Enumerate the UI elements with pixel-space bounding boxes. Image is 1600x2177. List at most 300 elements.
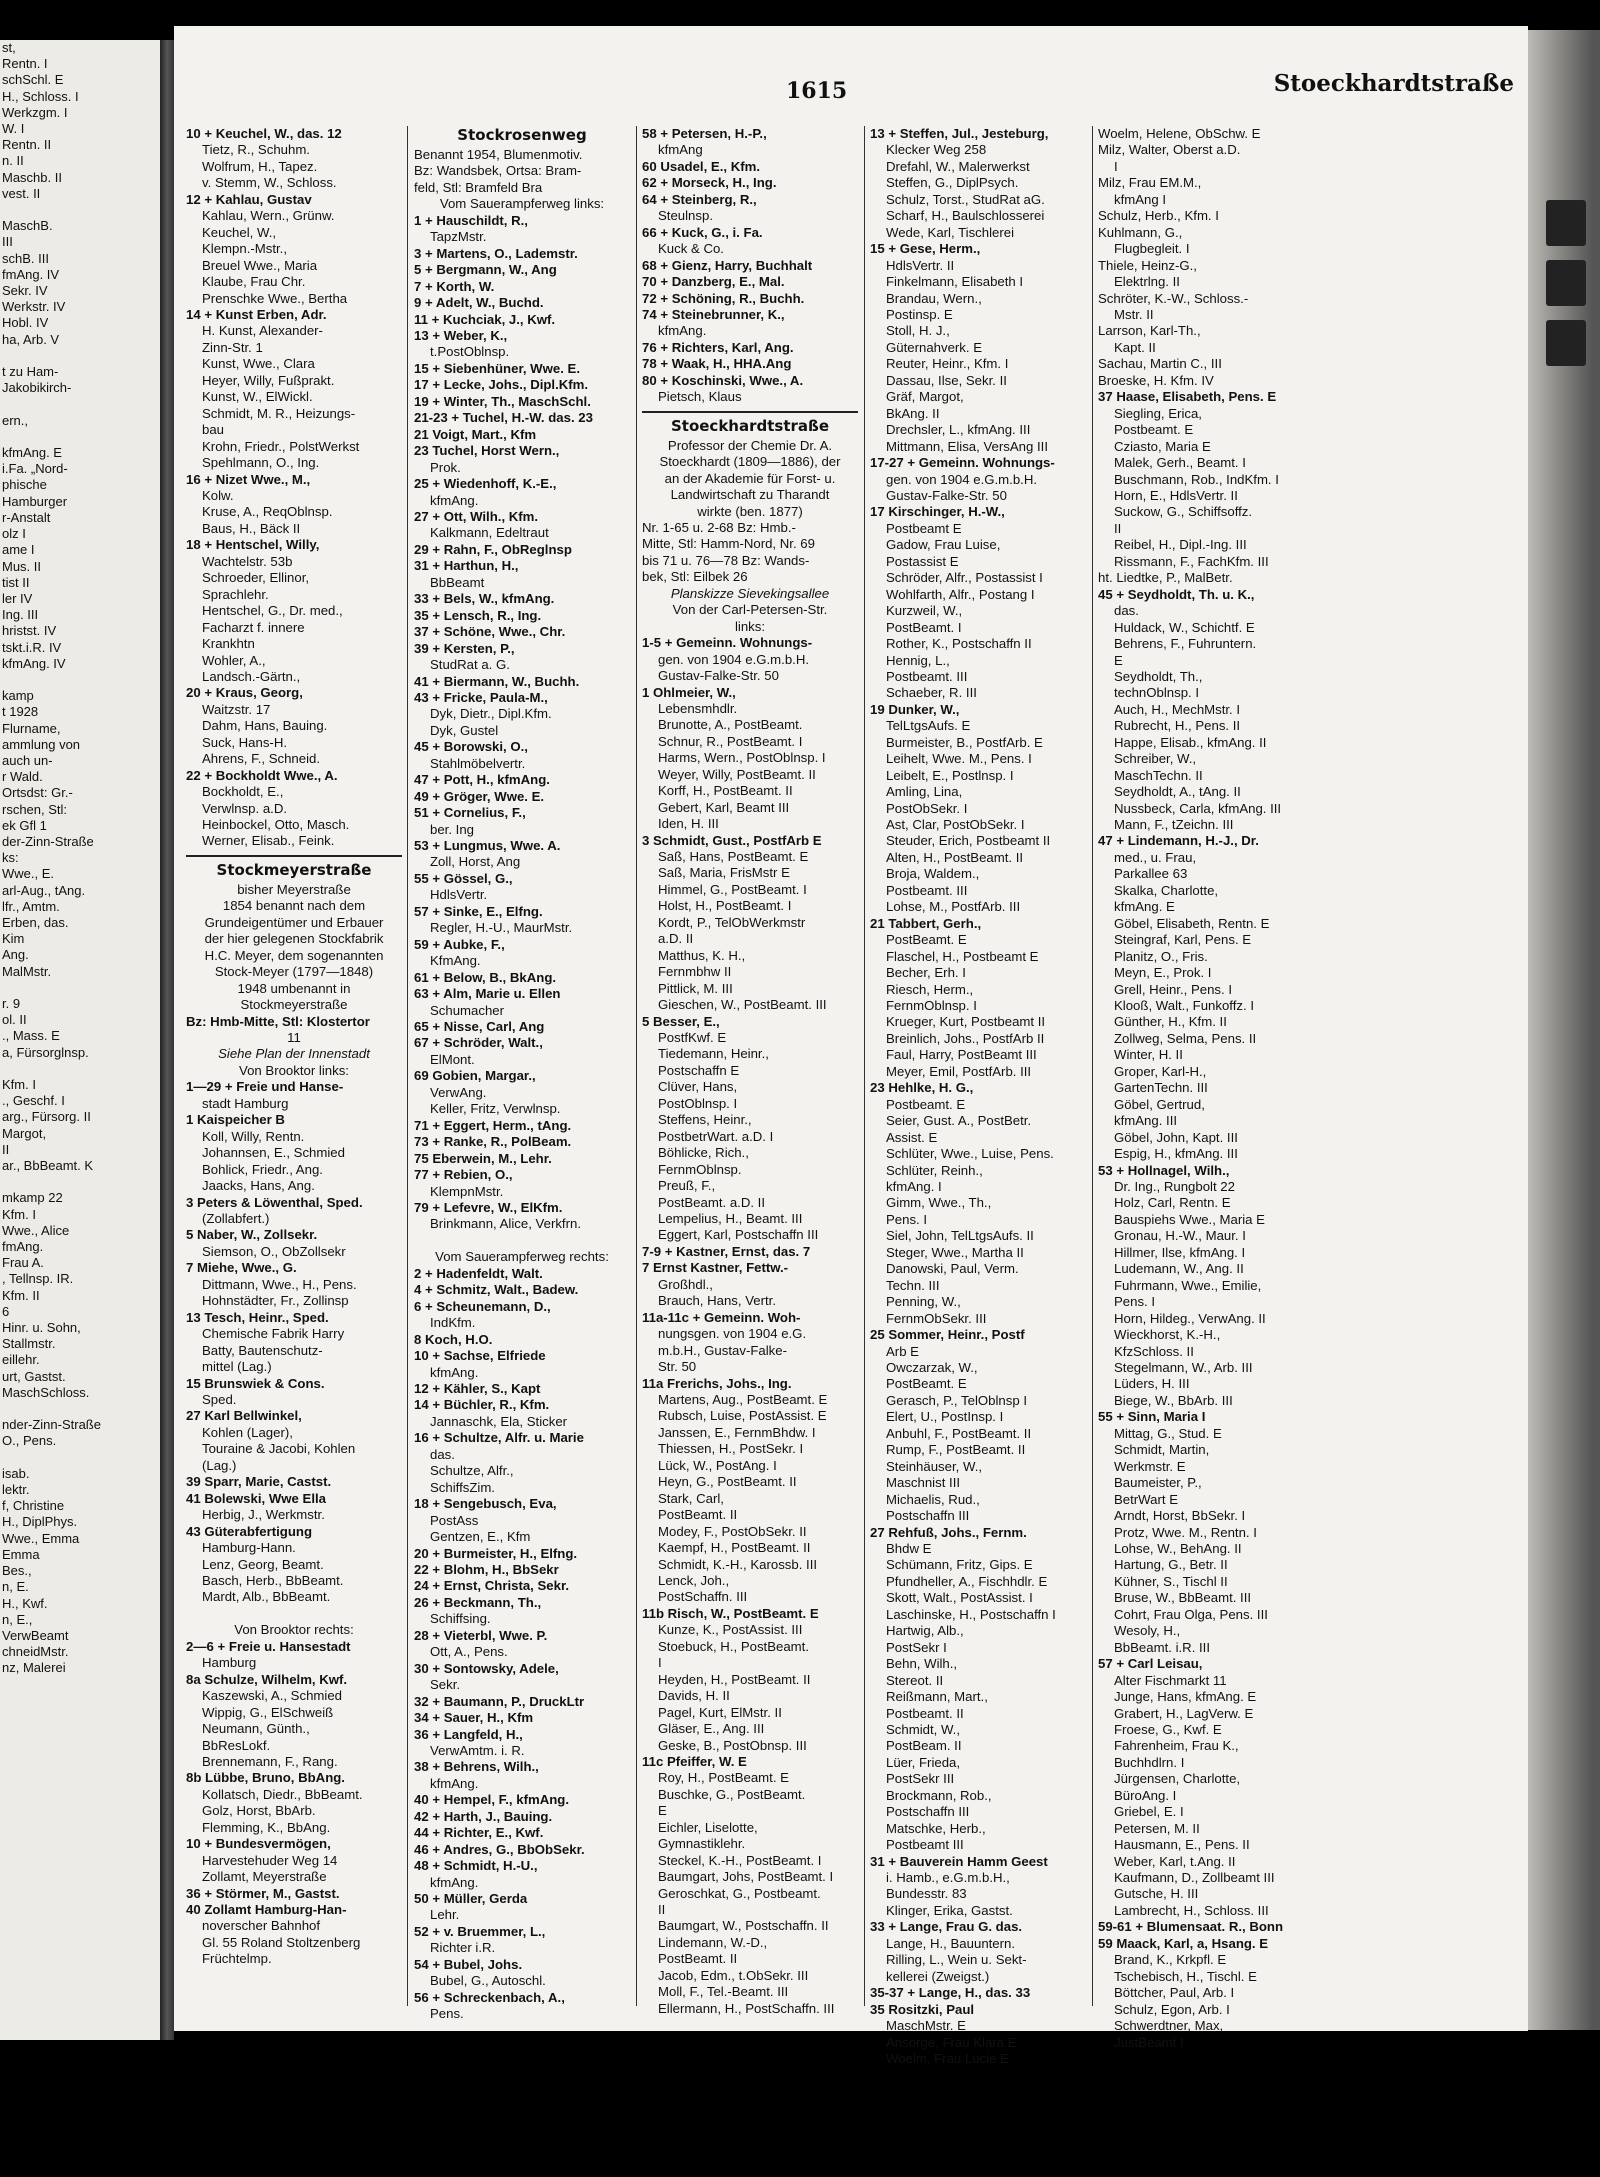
resident-line: Baus, H., Bäck II [202, 520, 301, 536]
house-entry: 36 + Langfeld, H., [414, 1726, 523, 1742]
resident-line: Verwlnsp. a.D. [202, 800, 288, 816]
house-entry: 1 Ohlmeier, W., [642, 684, 736, 700]
resident-line: Biege, W., BbArb. III [1114, 1392, 1233, 1408]
resident-line: Dassau, Ilse, Sekr. II [886, 372, 1007, 388]
resident-line: Richter i.R. [430, 1940, 496, 1956]
house-entry: 26 + Beckmann, Th., [414, 1594, 542, 1610]
resident-line: Von der Carl-Petersen-Str. [672, 602, 828, 618]
resident-line: Böhlicke, Rich., [658, 1145, 749, 1161]
prev-page-line: 6 [2, 1303, 10, 1319]
prev-page-line: Stallmstr. [2, 1336, 56, 1352]
resident-line: Malek, Gerh., Beamt. I [1114, 455, 1246, 471]
resident-line: Lempelius, H., Beamt. III [658, 1211, 803, 1226]
resident-line: Postbeamt. III [886, 668, 968, 684]
prev-page-line: olz I [2, 526, 26, 542]
resident-line: links: [734, 618, 766, 634]
house-entry: 10 + Bundesvermögen, [186, 1836, 331, 1852]
prev-page-line [0, 202, 160, 218]
resident-line: PostBeamt. II [658, 1507, 738, 1523]
house-entry: 33 + Bels, W., kfmAng. [414, 591, 555, 607]
resident-line: Postassist E [886, 553, 959, 569]
prev-page-line: Ortsdst: Gr.- [2, 785, 73, 801]
resident-line: Suck, Hans-H. [202, 734, 288, 750]
house-entry: 80 + Koschinski, Wwe., A. [642, 372, 804, 388]
resident-line: Wippig, G., ElSchweiß [202, 1704, 334, 1720]
house-entry: 43 Güterabfertigung [186, 1523, 313, 1539]
resident-line: Kaszewski, A., Schmied [202, 1688, 342, 1704]
house-entry: 15 Brunswiek & Cons. [186, 1375, 325, 1391]
resident-line: Flemming, K., BbAng. [202, 1819, 331, 1835]
prev-page-line: Ang. [2, 947, 29, 963]
resident-line: stadt Hamburg [202, 1095, 289, 1111]
resident-line: Buchhdlrn. I [1114, 1754, 1185, 1770]
house-entry: 3 Peters & Löwenthal, Sped. [186, 1194, 363, 1210]
resident-line: Sachau, Martin C., III [1098, 356, 1222, 372]
resident-line: Kuhlmann, G., [1098, 224, 1183, 240]
prev-page-line: MaschB. [2, 218, 53, 234]
resident-line: Lambrecht, H., Schloss. III [1114, 1902, 1269, 1918]
resident-line: Von Brooktor links: [239, 1062, 349, 1078]
resident-line: Schmidt, K.-H., Karossb. III [658, 1556, 818, 1572]
resident-line: Vom Sauerampferweg rechts: [435, 1249, 609, 1265]
resident-line: Brandau, Wern., [886, 290, 982, 306]
resident-line: PostOblnsp. I [658, 1095, 738, 1111]
resident-line: Skott, Walt., PostAssist. I [886, 1590, 1033, 1606]
prev-page-line: r. 9 [2, 995, 21, 1011]
resident-line: Schmidt, W., [886, 1721, 961, 1737]
house-entry: 27 + Ott, Wilh., Kfm. [414, 508, 539, 524]
prev-page-line: schB. III [2, 250, 49, 266]
prev-page-line [0, 429, 160, 445]
resident-line: Assist. E [886, 1129, 938, 1145]
resident-line: GartenTechn. III [1114, 1080, 1208, 1096]
resident-line: Günther, H., Kfm. II [1114, 1014, 1227, 1030]
prev-page-line: eillehr. [2, 1352, 40, 1368]
prev-page-line: Erben, das. [2, 914, 69, 930]
resident-line: PostBeamt. E [886, 1376, 967, 1392]
prev-page-line: Werkzgm. I [2, 104, 68, 120]
resident-line: PostSekr III [886, 1771, 955, 1787]
resident-line: Mitte, Stl: Hamm-Nord, Nr. 69 [642, 536, 815, 552]
house-entry: 47 + Pott, H., kfmAng. [414, 772, 550, 788]
resident-line: Skalka, Charlotte, [1114, 882, 1219, 898]
house-entry: 11b Risch, W., PostBeamt. E [642, 1605, 819, 1621]
resident-line: Danowski, Paul, Verm. [886, 1261, 1019, 1277]
house-entry: 14 + Kunst Erben, Adr. [186, 306, 327, 322]
prev-page-line: Frau A. [2, 1255, 44, 1271]
resident-line: Leibelt, E., Postlnsp. I [886, 767, 1014, 783]
resident-line: Geroschkat, G., Postbeamt. [658, 1885, 821, 1901]
resident-line: Steffens, Heinr., [658, 1112, 752, 1128]
resident-line: Schmidt, Martin, [1114, 1442, 1210, 1458]
resident-line: Hohnstädter, Fr., Zollinsp [202, 1293, 349, 1309]
house-entry: 52 + v. Bruemmer, L., [414, 1923, 546, 1939]
resident-line: Gentzen, E., Kfm [430, 1529, 531, 1545]
house-entry: 78 + Waak, H., HHA.Ang [642, 356, 792, 372]
resident-line: Maschnist III [886, 1475, 961, 1491]
resident-line: Arb E [886, 1343, 919, 1359]
prev-page-line: lfr., Amtm. [2, 898, 60, 914]
house-entry: 20 + Kraus, Georg, [186, 685, 303, 701]
resident-line: Zollweg, Selma, Pens. II [1114, 1030, 1257, 1046]
prev-page-line: Ing. III [2, 607, 39, 623]
resident-line: Drechsler, L., kfmAng. III [886, 422, 1031, 438]
house-entry: 35 Rositzki, Paul [870, 2001, 975, 2017]
prev-page-line: Margot, [2, 1125, 47, 1141]
resident-line: Brinkmann, Alice, Verkfrn. [430, 1216, 581, 1232]
resident-line: Jaacks, Hans, Ang. [202, 1178, 315, 1194]
prev-page-line: Kfm. I [2, 1077, 36, 1092]
resident-line: Griebel, E. I [1114, 1804, 1184, 1820]
resident-line: kfmAng. I [886, 1179, 942, 1194]
house-entry: 27 Rehfuß, Johs., Fernm. [870, 1524, 1027, 1540]
resident-line: Mstr. II [1114, 306, 1154, 322]
prev-page-line: ammlung von [2, 736, 81, 752]
resident-line: Clüver, Hans, [658, 1079, 738, 1095]
prev-page-line: arg., Fürsorg. II [2, 1109, 91, 1125]
resident-line: Tietz, R., Schuhm. [202, 142, 310, 158]
resident-line: Breinlich, Johs., PostfArb II [886, 1030, 1045, 1046]
thumb-index-mark [1546, 260, 1586, 306]
prev-page-line: ., Geschf. I [2, 1093, 65, 1109]
resident-line: Saß, Maria, FrisMstr E [658, 865, 790, 881]
resident-line: BbBeamt [430, 574, 485, 590]
resident-line: Gl. 55 Roland Stoltzenberg [202, 1934, 361, 1950]
resident-line: bis 71 u. 76—78 Bz: Wands- [642, 552, 810, 568]
house-entry: 74 + Steinebrunner, K., [642, 306, 785, 322]
resident-line: Eichler, Liselotte, [658, 1819, 758, 1835]
resident-line: der hier gelegenen Stockfabrik [204, 931, 384, 947]
resident-line: Scharf, H., Baulschlosserei [886, 208, 1045, 224]
resident-line: Werner, Elisab., Feink. [202, 833, 335, 849]
resident-line: Stoeckhardt (1809—1886), der [659, 454, 841, 470]
resident-line: Siehe Plan der Innenstadt [218, 1046, 370, 1062]
house-entry: 28 + Vieterbl, Wwe. P. [414, 1627, 548, 1643]
page-number: 1615 [786, 78, 848, 104]
resident-line: kfmAng. [430, 1775, 479, 1791]
house-entry: 29 + Rahn, F., ObReglnsp [414, 541, 572, 557]
resident-line: Touraine & Jacobi, Kohlen [202, 1441, 356, 1457]
resident-line: i. Hamb., e.G.m.b.H., [886, 1870, 1010, 1886]
resident-line: MaschTechn. II [1114, 767, 1203, 783]
resident-line: an der Akademie für Forst- u. [664, 470, 836, 486]
resident-line: Matthus, K. H., [658, 947, 746, 963]
resident-line: Siel, John, TelLtgsAufs. II [886, 1228, 1034, 1244]
house-entry: 35-37 + Lange, H., das. 33 [870, 1985, 1031, 2001]
running-head: Stoeckhardtstraße [1273, 70, 1514, 97]
resident-line: Baumeister, P., [1114, 1475, 1202, 1491]
resident-line: Rilling, L., Wein u. Sekt- [886, 1952, 1027, 1968]
resident-line: Hennig, L., [886, 652, 950, 668]
resident-line: PostBeam. II [886, 1738, 962, 1754]
house-entry: 71 + Eggert, Herm., tAng. [414, 1117, 572, 1133]
house-entry: 14 + Büchler, R., Kfm. [414, 1397, 550, 1413]
resident-line: KfzSchloss. II [1114, 1343, 1194, 1359]
resident-line: Regler, H.-U., MaurMstr. [430, 920, 573, 936]
resident-line: Bockholdt, E., [202, 784, 284, 800]
resident-line: Breuel Wwe., Maria [202, 257, 318, 273]
resident-line: Stahlmöbelvertr. [430, 755, 526, 771]
house-entry: 18 + Sengebusch, Eva, [414, 1496, 557, 1512]
resident-line: Modey, F., PostObSekr. II [658, 1523, 807, 1539]
resident-line: ht. Liedtke, P., MalBetr. [1098, 570, 1233, 586]
resident-line: Anbuhl, F., PostBeamt. II [886, 1425, 1032, 1441]
resident-line: Früchtelmp. [202, 1951, 272, 1967]
prev-page-line: Kfm. I [2, 1206, 36, 1222]
column-rule [864, 126, 865, 2006]
street-heading: Stockmeyerstraße [186, 855, 402, 879]
resident-line: Klooß, Walt., Funkoffz. I [1114, 998, 1254, 1014]
resident-line: Siemson, O., ObZollsekr [202, 1243, 346, 1259]
resident-line: Klempn.-Mstr., [202, 241, 288, 257]
prev-page-line: a, Fürsorglnsp. [2, 1044, 89, 1060]
resident-line: Ellermann, H., PostSchaffn. III [658, 2000, 835, 2016]
house-entry: 3 Schmidt, Gust., PostfArb E [642, 832, 822, 848]
resident-line: Ansorge, Frau Klara E [886, 2034, 1017, 2050]
prev-page-line [0, 348, 160, 364]
house-entry: 21-23 + Tuchel, H.-W. das. 23 [414, 410, 593, 426]
prev-page-line: ame I [2, 542, 35, 558]
prev-page-line: Hobl. IV [2, 315, 49, 331]
resident-line: Froese, G., Kwf. E [1114, 1721, 1222, 1737]
resident-line: Schwerdtner, Max, [1114, 2018, 1224, 2034]
resident-line: Grabert, H., LagVerw. E [1114, 1705, 1254, 1721]
column-rule [407, 126, 408, 2006]
resident-line: Schümann, Fritz, Gips. E [886, 1557, 1033, 1573]
house-entry: 15 + Siebenhüner, Wwe. E. [414, 360, 580, 376]
resident-line: kellerei (Zweigst.) [886, 1968, 990, 1984]
prev-page-line: r-Anstalt [2, 509, 51, 525]
house-entry: 13 Tesch, Heinr., Sped. [186, 1309, 329, 1325]
house-entry: 45 + Seydholdt, Th. u. K., [1098, 586, 1255, 602]
resident-line: KfmAng. [430, 953, 481, 969]
resident-line: BetrWart E [1114, 1491, 1178, 1507]
house-entry: 69 Gobien, Margar., [414, 1068, 536, 1084]
prev-page-line: kamp [2, 688, 34, 704]
resident-line: SchiffsZim. [430, 1479, 495, 1495]
resident-line: PostbetrWart. a.D. I [658, 1128, 774, 1144]
prev-page-line: Sekr. IV [2, 283, 48, 299]
resident-line: ber. Ing [430, 821, 474, 837]
resident-line: kfmAng. E [1114, 899, 1175, 915]
resident-line: Landwirtschaft zu Tharandt [670, 487, 830, 503]
resident-line: Wachtelstr. 53b [202, 553, 293, 569]
resident-line: Postschaffn III [886, 1508, 970, 1524]
resident-line: Stark, Carl, [658, 1490, 724, 1506]
resident-line: Junge, Hans, kfmAng. E [1114, 1689, 1257, 1705]
resident-line: (Lag.) [202, 1457, 237, 1473]
resident-line: Kuck & Co. [658, 241, 724, 257]
resident-line: Pfundheller, A., Fischhdlr. E [886, 1573, 1048, 1589]
house-entry: 44 + Richter, E., Kwf. [414, 1825, 544, 1841]
prev-page-line: lektr. [2, 1482, 30, 1498]
resident-line: Preuß, F., [658, 1178, 716, 1194]
resident-line: Rubsch, Luise, PostAssist. E [658, 1408, 827, 1424]
resident-line: Postschaffn E [658, 1062, 740, 1078]
house-entry: 5 Naber, W., Zollsekr. [186, 1227, 318, 1243]
resident-line: Ahrens, F., Schneid. [202, 751, 321, 767]
prev-page-line: H., DiplPhys. [2, 1514, 78, 1530]
resident-line: Brand, K., Krkpfl. E [1114, 1952, 1227, 1968]
resident-line: Postbeamt. E [1114, 422, 1194, 438]
resident-line: PostSekr I [886, 1639, 947, 1655]
prev-page-line: ern., [2, 412, 29, 428]
resident-line: Klecker Weg 258 [886, 142, 987, 158]
resident-line: Dittmann, Wwe., H., Pens. [202, 1276, 357, 1292]
resident-line: Happe, Elisab., kfmAng. II [1114, 734, 1267, 750]
resident-line: Bruse, W., BbBeamt. III [1114, 1590, 1252, 1606]
resident-line: Elert, U., PostInsp. I [886, 1409, 1004, 1425]
resident-line: Flugbegleit. I [1114, 241, 1190, 257]
prev-page-line: ol. II [2, 1012, 27, 1028]
house-entry: 23 Hehlke, H. G., [870, 1080, 974, 1096]
house-entry: 46 + Andres, G., BbObSekr. [414, 1841, 585, 1857]
resident-line: Eggert, Karl, Postschaffn III [658, 1227, 819, 1243]
house-entry: 35 + Lensch, R., Ing. [414, 607, 542, 623]
house-entry: 41 Bolewski, Wwe Ella [186, 1490, 326, 1506]
resident-line: Flaschel, H., Postbeamt E [886, 948, 1039, 964]
resident-line: H. Kunst, Alexander- [202, 323, 323, 339]
prev-page-line: H., Schloss. I [2, 88, 79, 104]
resident-line: Laschinske, H., Postschaffn I [886, 1606, 1056, 1622]
house-entry: 30 + Sontowsky, Adele, [414, 1660, 559, 1676]
resident-line: StudRat a. G. [430, 657, 510, 673]
resident-line: Göbel, Elisabeth, Rentn. E [1114, 915, 1270, 931]
house-entry: 60 Usadel, E., Kfm. [642, 158, 760, 174]
resident-line: Mittmann, Elisa, VersAng III [886, 438, 1048, 454]
resident-line: Woelm, Helene, ObSchw. E [1098, 126, 1261, 141]
resident-line: m.b.H., Gustav-Falke- [658, 1342, 787, 1358]
resident-line: Böttcher, Paul, Arb. I [1114, 1985, 1235, 2001]
resident-line: Sped. [202, 1391, 237, 1407]
directory-page [174, 26, 1528, 2067]
resident-line: Thiele, Heinz-G., [1098, 257, 1197, 273]
resident-line: Mann, F., tZeichn. III [1114, 817, 1234, 833]
resident-line: Burmeister, B., PostfArb. E [886, 734, 1043, 750]
house-entry: 64 + Steinberg, R., [642, 191, 757, 207]
house-entry: 12 + Kahlau, Gustav [186, 191, 312, 207]
resident-line: Weber, Karl, t.Ang. II [1114, 1853, 1236, 1869]
house-entry: 5 + Bergmann, W., Ang [414, 262, 557, 278]
resident-line: Schröder, Alfr., Postassist I [886, 570, 1043, 586]
resident-line: Lohse, M., PostfArb. III [886, 899, 1021, 915]
house-entry: 61 + Below, B., BkAng. [414, 969, 557, 985]
resident-line: Gutsche, H. III [1114, 1886, 1199, 1902]
resident-line: Suckow, G., Schiffsoffz. [1114, 504, 1253, 520]
prev-page-line: r Wald. [2, 769, 43, 785]
resident-line: Brockmann, Rob., [886, 1787, 992, 1803]
resident-line: Wohler, A., [202, 652, 266, 668]
resident-line: Buschke, G., PostBeamt. [658, 1786, 806, 1802]
resident-line: Gebert, Karl, Beamt III [658, 799, 790, 815]
resident-line: Kruse, A., ReqOblnsp. [202, 504, 333, 520]
resident-line: Brennemann, F., Rang. [202, 1753, 338, 1769]
resident-line: Schulz, Herb., Kfm. I [1098, 208, 1219, 224]
resident-line: Planitz, O., Fris. [1114, 948, 1208, 964]
resident-line: HdlsVertr. II [886, 257, 955, 273]
house-entry: 45 + Borowski, O., [414, 739, 528, 755]
resident-line: mittel (Lag.) [202, 1359, 272, 1375]
resident-line: Johannsen, E., Schmied [202, 1145, 345, 1161]
prev-page-line: Rentn. II [2, 137, 52, 153]
resident-line: FernmObSekr. III [886, 1310, 987, 1326]
prev-page-line: Jakobikirch- [2, 380, 72, 396]
house-entry: 70 + Danzberg, E., Mal. [642, 274, 785, 290]
house-entry: 17 Kirschinger, H.-W., [870, 504, 1005, 520]
house-entry: 19 + Winter, Th., MaschSchl. [414, 393, 591, 409]
house-entry: 39 Sparr, Marie, Castst. [186, 1474, 332, 1490]
resident-line: Gerasch, P., TelOblnsp I [886, 1392, 1027, 1408]
house-entry: 40 + Hempel, F., kfmAng. [414, 1792, 569, 1808]
resident-line: Behn, Wilh., [886, 1656, 958, 1672]
prev-page-line: fmAng. IV [2, 266, 60, 282]
thumb-index-mark [1546, 200, 1586, 246]
resident-line: Bubel, G., Autoschl. [430, 1973, 546, 1989]
resident-line: Rissmann, F., FachKfm. III [1114, 553, 1269, 569]
house-entry: 25 + Wiedenhoff, K.-E., [414, 476, 557, 492]
resident-line: Jacob, Edm., t.ObSekr. III [658, 1967, 809, 1983]
house-entry: 27 Karl Bellwinkel, [186, 1408, 302, 1424]
resident-line: Golz, Horst, BbArb. [202, 1803, 316, 1819]
resident-line: PostfKwf. E [658, 1030, 727, 1046]
house-entry: 34 + Sauer, H., Kfm [414, 1710, 534, 1726]
house-entry: 13 + Steffen, Jul., Jesteburg, [870, 126, 1049, 141]
resident-line: Meyn, E., Prok. I [1114, 965, 1212, 981]
house-entry: 22 + Blohm, H., BbSekr [414, 1561, 559, 1577]
resident-line: Elektrlng. II [1114, 274, 1180, 290]
prev-page-line: kfmAng. E [2, 445, 62, 461]
resident-line: Alten, H., PostBeamt. II [886, 849, 1024, 865]
prev-page-line: Kfm. II [2, 1287, 40, 1303]
resident-line: 1854 benannt nach dem [222, 898, 366, 914]
resident-line: Lüders, H. III [1114, 1376, 1190, 1392]
resident-line: Sprachlehr. [202, 586, 269, 602]
resident-line: FernmOblnsp. [658, 1161, 742, 1177]
resident-line: Tiedemann, Heinr., [658, 1046, 769, 1062]
resident-line: Cziasto, Maria E [1114, 438, 1211, 454]
prev-page-line: auch un- [2, 752, 53, 768]
resident-line: gen. von 1904 e.G.m.b.H. [886, 471, 1038, 487]
house-entry: 6 + Scheunemann, D., [414, 1298, 551, 1314]
prev-page-line: Wwe., E. [2, 866, 55, 882]
house-entry: 55 + Sinn, Maria I [1098, 1409, 1206, 1425]
resident-line: Davids, H. II [658, 1688, 730, 1704]
resident-line: Postbeamt. III [886, 882, 968, 898]
house-entry: 41 + Biermann, W., Buchh. [414, 673, 580, 689]
resident-line: technOblnsp. I [1114, 685, 1200, 701]
resident-line: Gieschen, W., PostBeamt. III [658, 997, 827, 1013]
house-entry: 43 + Fricke, Paula-M., [414, 689, 548, 705]
house-entry: 8b Lübbe, Bruno, BbAng. [186, 1770, 345, 1786]
resident-line: Mittag, G., Stud. E [1114, 1425, 1222, 1441]
resident-line: Spehlmann, O., Ing. [202, 455, 320, 471]
column-rule [1092, 126, 1093, 2006]
prev-page-line: II [2, 1141, 10, 1157]
resident-line: KlempnMstr. [430, 1183, 504, 1199]
resident-line: Postinsp. E [886, 306, 953, 322]
resident-line: JustBeamt I [1114, 2034, 1184, 2050]
resident-line: Brauch, Hans, Vertr. [658, 1293, 777, 1309]
house-entry: 16 + Nizet Wwe., M., [186, 471, 311, 487]
resident-line: Lohse, W., BehAng. II [1114, 1540, 1242, 1556]
resident-line: Kahlau, Wern., Grünw. [202, 208, 335, 224]
resident-line: TelLtgsAufs. E [886, 718, 971, 734]
house-entry: 22 + Bockholdt Wwe., A. [186, 767, 338, 783]
resident-line: Steffen, G., DiplPsych. [886, 175, 1019, 191]
resident-line: Hamburg-Hann. [202, 1540, 296, 1556]
resident-line: FernmOblnsp. I [886, 998, 977, 1014]
prev-page-line: n, E., [2, 1611, 33, 1627]
